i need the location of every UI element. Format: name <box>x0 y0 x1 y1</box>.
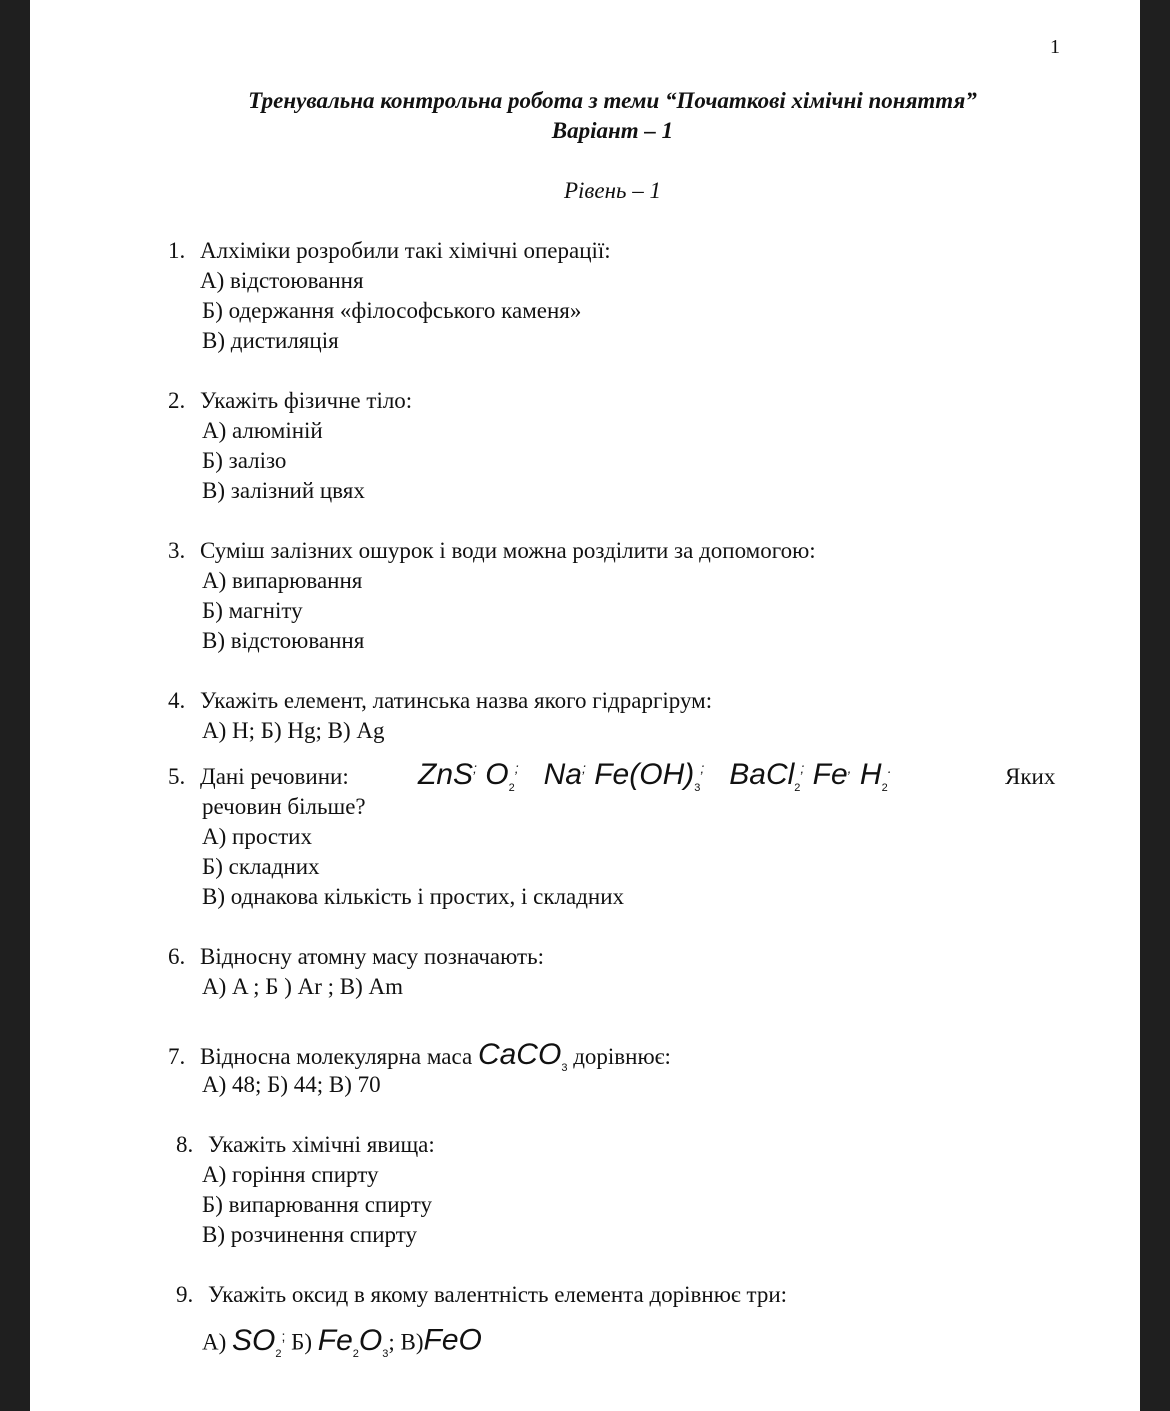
question-1-option-b: Б) одержання «філософського каменя» <box>202 298 582 323</box>
question-2-option-a: А) алюміній <box>202 418 323 443</box>
question-2-option-c: В) залізний цвях <box>202 478 365 503</box>
formula-h2: H <box>859 758 882 791</box>
question-8-option-a: А) горіння спирту <box>202 1162 379 1187</box>
question-8-option-c: В) розчинення спирту <box>202 1222 417 1247</box>
formula-feoh3: Fe(OH) <box>594 758 695 791</box>
question-5-option-b: Б) складних <box>202 854 320 879</box>
formula-caco3: CaCO$_3$ <box>477 1038 568 1074</box>
question-7-options: А) 48; Б) 44; В) 70 <box>202 1072 381 1097</box>
page-number: 1 <box>1050 36 1060 58</box>
formula-na: Na <box>543 758 582 791</box>
question-2-option-b: Б) залізо <box>202 448 287 473</box>
question-1: 1. Алхіміки розробили такі хімічні операції: <box>168 238 611 263</box>
question-1-option-c: В) дистиляція <box>202 328 339 353</box>
question-4-options: А) H; Б) Hg; В) Ag <box>202 718 385 743</box>
question-7: 7. Відносна молекулярна маса CaCO$_3$ дорівнює: <box>168 1038 671 1074</box>
question-6: 6. Відносну атомну масу позначають: <box>168 944 544 969</box>
formula-feo: FeO <box>423 1323 482 1357</box>
document-title: Тренувальна контрольна робота з теми “Початкові хімічні поняття” <box>248 88 977 113</box>
question-5: 5. Дані речовини: <box>168 764 349 789</box>
formula-o2: O <box>485 758 509 791</box>
question-8: 8. Укажіть хімічні явища: <box>176 1132 435 1157</box>
question-9-options: А) $SO_2^;$ Б) $Fe_2O_3$; В)FeO <box>202 1323 482 1360</box>
question-5-option-a: А) простих <box>202 824 312 849</box>
formula-fe2o3: $Fe_2O_3$ <box>317 1323 389 1360</box>
question-5-trailing: Яких <box>1005 764 1056 789</box>
question-2: 2. Укажіть фізичне тіло: <box>168 388 413 413</box>
question-4: 4. Укажіть елемент, латинська назва якого гідраргірум: <box>168 688 713 713</box>
level-heading: Рівень – 1 <box>563 178 661 203</box>
question-3: 3. Суміш залізних ошурок і води можна розділити за допомогою: <box>168 538 816 563</box>
question-5-formulas: ZnS; $O_2^;$ Na; $Fe(OH)_3^;$ BaCl$_2$; Fe, $H_2^.$ <box>418 758 892 794</box>
formula-so2: $SO_2$ <box>232 1323 282 1360</box>
variant-heading: Варіант – 1 <box>551 118 674 143</box>
question-5-continuation: речовин більше? <box>202 794 366 819</box>
formula-zns: ZnS <box>418 758 474 791</box>
question-3-option-c: В) відстоювання <box>202 628 365 653</box>
formula-bacl2: BaCl <box>729 758 795 791</box>
formula-fe: Fe <box>812 758 848 791</box>
question-9: 9. Укажіть оксид в якому валентність елемента дорівнює три: <box>176 1282 788 1307</box>
question-1-option-a: А) відстоювання <box>200 268 364 293</box>
question-3-option-a: А) випарювання <box>202 568 363 593</box>
question-3-option-b: Б) магніту <box>202 598 303 623</box>
question-5-option-c: В) однакова кількість і простих, і складних <box>202 884 625 909</box>
document-page <box>30 0 1140 1411</box>
question-8-option-b: Б) випарювання спирту <box>202 1192 432 1217</box>
question-6-options: А) A ; Б ) Ar ; В) Am <box>202 974 404 999</box>
